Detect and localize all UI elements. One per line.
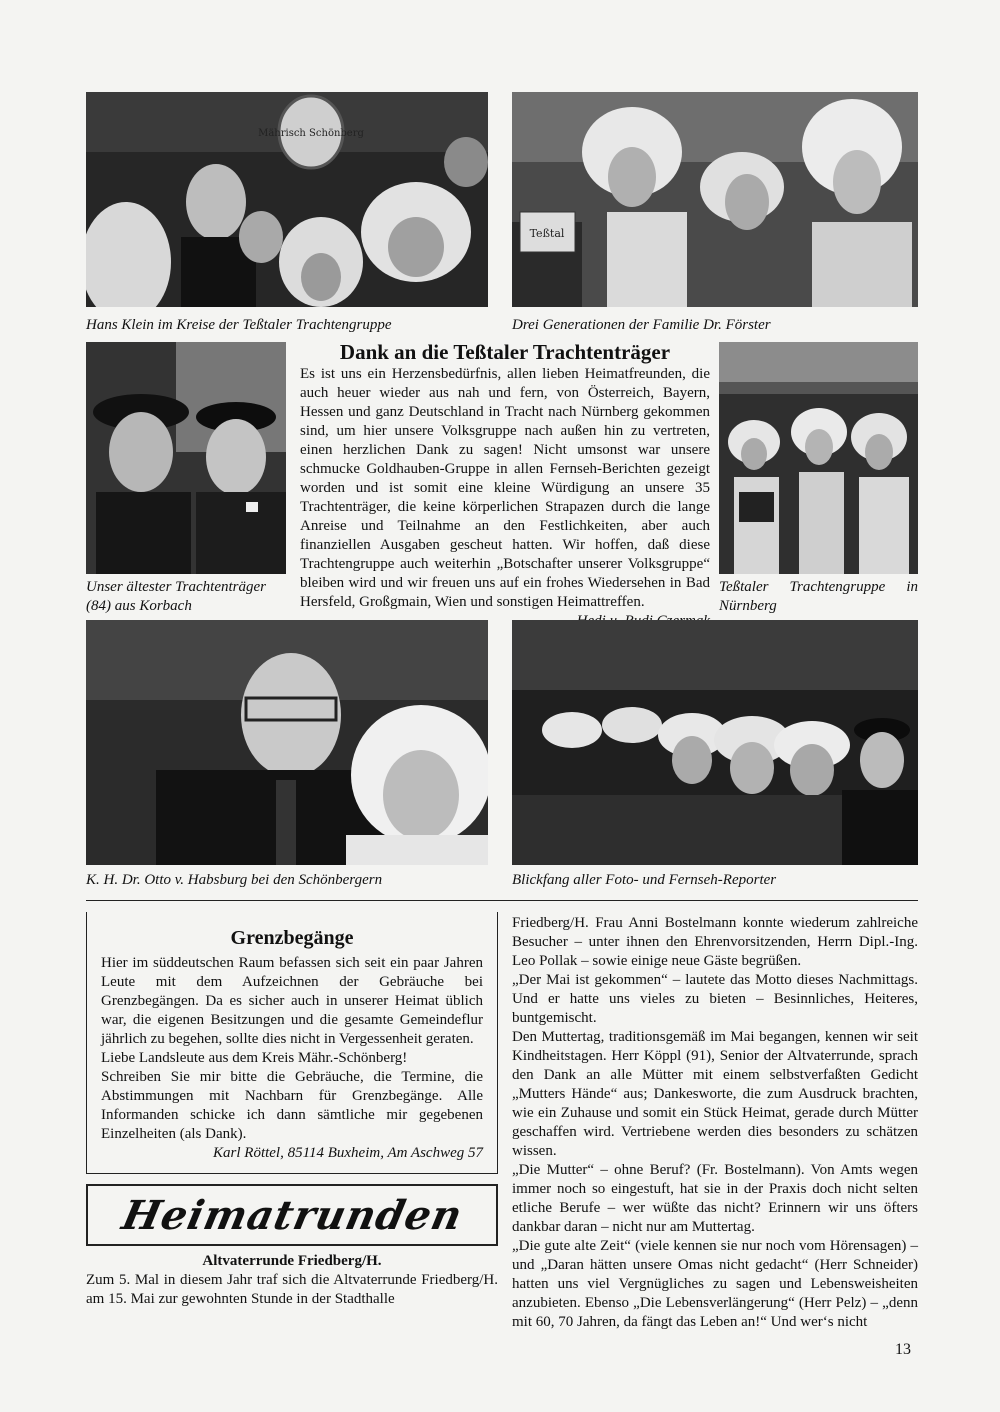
right-col-paragraph-1: Friedberg/H. Frau Anni Bostelmann konnte wiederum zahlreiche Besucher – unter ihnen den Ehrenvorsitzenden, Herrn Dipl.-Ing. Leo Pollak – sowie einige neue Gäste begrüßen.	[512, 915, 918, 969]
caption-photo-6: Blickfang aller Foto- und Fernseh-Reporter	[512, 872, 777, 888]
caption-photo-5: K. H. Dr. Otto v. Habsburg bei den Schönbergern	[86, 872, 383, 888]
caption-photo-4-line-1: Teßtaler Trachtengruppe in	[719, 579, 918, 595]
caption-photo-3-line-1: Unser ältester Trachtenträger	[86, 579, 266, 595]
article-grenzbegaenge-signature: Karl Röttel, 85114 Buxheim, Am Aschweg 57	[213, 1145, 483, 1161]
article-dank-title: Dank an die Teßtaler Trachtenträger	[339, 340, 671, 364]
section-divider	[86, 900, 918, 901]
right-col-paragraph-4: „Die Mutter“ – ohne Beruf? (Fr. Bostelmann). Von Amts wegen immer noch so eingestuft, hat sie in der Praxis doch nicht selten etliche Berufe – wer wüßte das nicht? Erinnern wir uns öfters dankbar daran – nicht nur am Muttertag.	[512, 1162, 918, 1235]
photo-group-nuernberg	[719, 342, 918, 574]
heimatrunden-banner	[86, 1184, 498, 1246]
photo-reporter-eyecatcher	[512, 620, 918, 865]
right-col-paragraph-3: Den Muttertag, traditionsgemäß im Mai begangen, kennen wir seit Kindheitstagen. Herr Köppl (91), Senior der Altvaterrunde, sprach den Dank an alle Mütter mit einem selbstverfaßten Gedicht „Mutters Hände“ aus; Dankesworte, die zum Ausdruck brachten, wie ein Zuhause und somit ein Stück Heimat, gerade durch Mütter geschaffen wird. Vertriebene werden dies besonders zu schätzen wissen.	[512, 1029, 918, 1159]
article-grenzbegaenge-title: Grenzbegänge	[230, 927, 354, 949]
article-grenzbegaenge-body-1: Hier im süddeutschen Raum befassen sich seit ein paar Jahren Leute mit dem Aufzeichnen der Gebräuche bei Grenzbegängen. Da es sicher auch in unserer Heimat üblich war, die eigenen Besitzungen und die gesamte Gemeindeflur jährlich zu begehen, sollte dies nicht in Vergessenheit geraten.	[101, 955, 483, 1047]
photo-otto-habsburg	[86, 620, 488, 865]
photo-sign-text: Teßtal	[529, 227, 565, 240]
photo-sign-text: Mährisch Schönberg	[258, 128, 364, 139]
photo-hans-klein-group	[86, 92, 488, 307]
caption-photo-4-line-2: Nürnberg	[719, 598, 777, 614]
article-grenzbegaenge-body-2: Liebe Landsleute aus dem Kreis Mähr.-Schönberg!	[101, 1050, 408, 1066]
altvaterrunde-continued	[512, 914, 918, 1332]
page-number: 13	[895, 1341, 911, 1358]
caption-photo-3-line-2: (84) aus Korbach	[86, 598, 192, 614]
photo-three-generations	[512, 92, 918, 307]
right-col-paragraph-5: „Die gute alte Zeit“ (viele kennen sie nur noch vom Hörensagen) – und „Daran hätten unsere Omas nicht gedacht“ (Herr Schneider) hatten uns viel Vergnügliches zu sagen und Lebensweisheiten anzubieten. Ebenso „Die Lebensverlängerung“ (Herr Pelz) – „denn mit 60, 70 Jahren, da fängt das Leben an!“ Und wer‘s nicht	[512, 1238, 918, 1330]
article-grenzbegaenge-body-3: Schreiben Sie mir bitte die Gebräuche, die Termine, die Abstimmungen mit Nachbarn für Grenzbegänge. Alle Informanden schicke ich dann sämtliche mir gegebenen Einzelheiten (als Dank).	[101, 1069, 483, 1142]
caption-photo-4	[719, 578, 918, 616]
caption-photo-1: Hans Klein im Kreise der Teßtaler Trachtengruppe	[86, 317, 392, 333]
altvaterrunde-body: Zum 5. Mal in diesem Jahr traf sich die Altvaterrunde Friedberg/H. am 15. Mai zur gewohnten Stunde in der Stadthalle	[86, 1272, 498, 1307]
photo-oldest-costume-wearer	[86, 342, 286, 574]
right-col-paragraph-2: „Der Mai ist gekommen“ – lautete das Motto dieses Nachmittags. Und er hatte uns vieles zu bieten – Besinnliches, Heiteres, buntgemischt.	[512, 972, 918, 1026]
caption-photo-2: Drei Generationen der Familie Dr. Förster	[512, 317, 771, 333]
article-dank	[300, 340, 710, 631]
altvaterrunde-title: Altvaterrunde Friedberg/H.	[202, 1253, 382, 1269]
heimatrunden-logo: Heimatrunden	[117, 1191, 467, 1239]
article-grenzbegaenge	[86, 912, 498, 1174]
article-dank-body: Es ist uns ein Herzensbedürfnis, allen lieben Heimatfreunden, die auch heuer wieder aus nah und fern, von Österreich, Bayern, Hessen und ganz Deutschland in Tracht nach Nürnberg gekommen sind, um hier unsere Volksgruppe nach außen hin zu vertreten, einen herzlichen Dank zu sagen! Nicht umsonst war unsere schmucke Goldhauben-Gruppe in allen Fernseh-Berichten gezeigt worden und ist somit eine kleine Würdigung an unsere 35 Trachtenträger, die keine körperlichen Strapazen durch die lange Anreise und Teilnahme an den Festlichkeiten, aber auch finanziellen Ausgaben gescheut hatten. Wir hoffen, daß diese Trachtengruppe auch weiterhin „Botschafter unserer Volksgruppe“ bleiben wird und wir freuen uns auf ein frohes Wiedersehen in Bad Hersfeld, Großgmain, Wien und sonstigen Heimattreffen.	[300, 366, 710, 610]
caption-photo-3	[86, 578, 286, 616]
